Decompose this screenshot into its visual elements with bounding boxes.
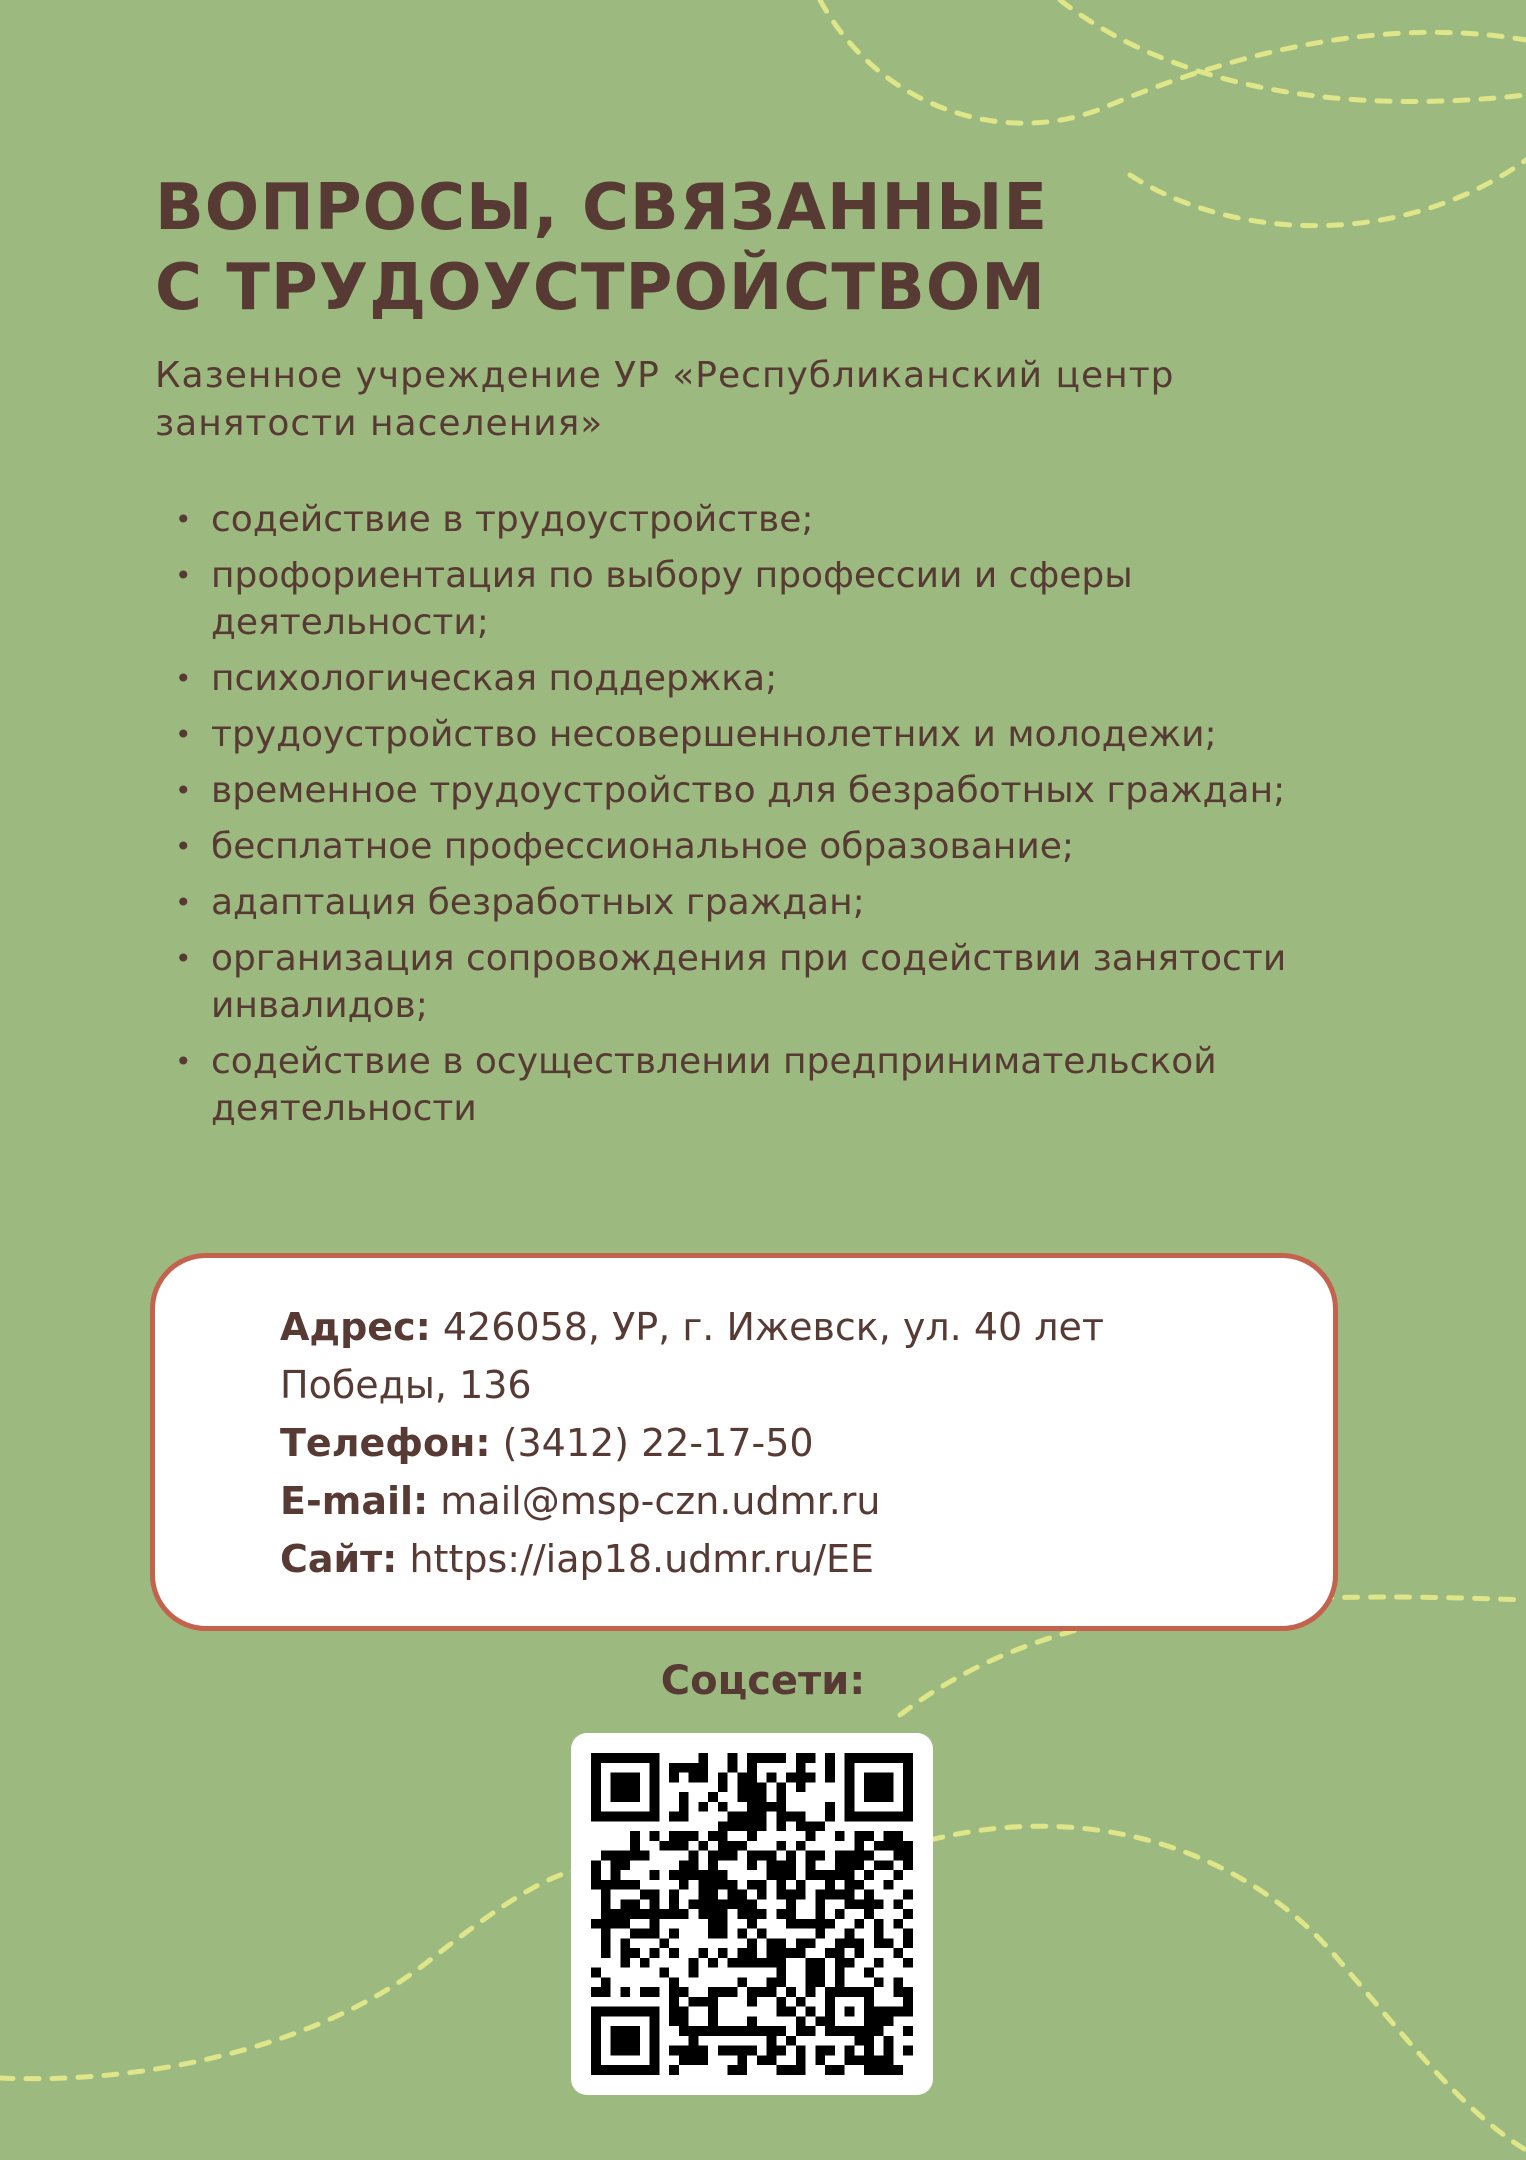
qr-code-graphic <box>591 1753 913 2075</box>
service-item: • адаптация безработных граждан; <box>175 879 1405 926</box>
address-value-line-2: Победы, 136 <box>280 1363 532 1407</box>
site-link[interactable]: https://iap18.udmr.ru/ЕЕ <box>397 1537 875 1581</box>
service-item: • бесплатное профессиональное образование; <box>175 823 1405 870</box>
service-item: • содействие в осуществлении предпринимательской деятельности <box>175 1038 1405 1132</box>
email-label: E-mail: <box>280 1479 429 1523</box>
service-item: • временное трудоустройство для безработных граждан; <box>175 767 1405 814</box>
address-row <box>280 1298 1290 1356</box>
organization-name-line-1: Казенное учреждение УР «Республиканский центр <box>155 355 1175 396</box>
page-title <box>155 168 1405 328</box>
address-value-line-1: 426058, УР, г. Ижевск, ул. 40 лет <box>430 1305 1105 1349</box>
email-row <box>280 1472 1290 1530</box>
page-title-line-1: ВОПРОСЫ, СВЯЗАННЫЕ <box>155 171 1049 245</box>
phone-row <box>280 1414 1290 1472</box>
service-item: • психологическая поддержка; <box>175 655 1405 702</box>
service-item: • содействие в трудоустройстве; <box>175 496 1405 543</box>
organization-name-line-2: занятости населения» <box>155 403 604 444</box>
service-item: • профориентация по выбору профессии и сферы деятельности; <box>175 552 1405 646</box>
organization-name <box>155 352 1455 448</box>
contact-info <box>280 1298 1290 1588</box>
services-list <box>175 496 1405 1141</box>
address-label: Адрес: <box>280 1305 431 1349</box>
social-networks-heading: Соцсети: <box>660 1658 866 1704</box>
phone-value[interactable]: (3412) 22-17-50 <box>490 1421 814 1465</box>
email-link[interactable]: mail@msp-czn.udmr.ru <box>428 1479 881 1523</box>
qr-code[interactable] <box>571 1733 933 2095</box>
page-title-line-2: С ТРУДОУСТРОЙСТВОМ <box>155 251 1046 325</box>
site-row <box>280 1530 1290 1588</box>
service-item: • организация сопровождения при содействии занятости инвалидов; <box>175 935 1405 1029</box>
service-item: • трудоустройство несовершеннолетних и молодежи; <box>175 711 1405 758</box>
phone-label: Телефон: <box>280 1421 491 1465</box>
site-label: Сайт: <box>280 1537 398 1581</box>
